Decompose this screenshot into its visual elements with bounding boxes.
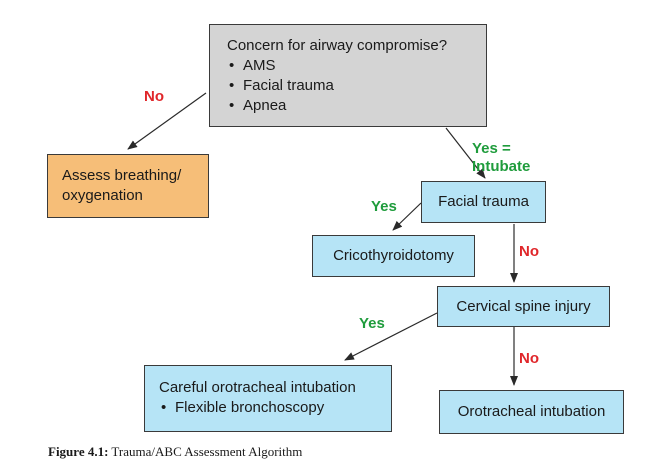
edge-label-yes-careful: Yes: [359, 315, 385, 332]
arrow-facial-trauma-to-cricothyroidotomy: [393, 203, 421, 230]
figure-caption: [48, 444, 302, 460]
edge-label-yes-intubate: Yes = Intubate: [472, 140, 531, 175]
bullet-ams: • AMS: [227, 56, 472, 76]
cricothyroidotomy-box: [312, 235, 475, 277]
careful-intubation-bullets: [159, 398, 391, 418]
orotracheal-intubation-label: Orotracheal intubation: [457, 403, 606, 420]
bullet-facial-trauma: • Facial trauma: [227, 76, 472, 96]
concern-airway-box: [209, 24, 487, 127]
concern-airway-bullets: [227, 56, 472, 116]
careful-intubation-box: [144, 365, 392, 432]
edge-label-no-orotracheal: No: [519, 350, 539, 367]
caption-text: Trauma/ABC Assessment Algorithm: [108, 444, 303, 459]
assess-breathing-box: [47, 154, 209, 218]
facial-trauma-box: [421, 181, 546, 223]
careful-intubation-title: Careful orotracheal intubation: [159, 379, 356, 396]
bullet-apnea: • Apnea: [227, 96, 472, 116]
caption-figure-number: Figure 4.1:: [48, 444, 109, 459]
cricothyroidotomy-label: Cricothyroidotomy: [333, 247, 454, 264]
edge-label-no-cervical: No: [519, 243, 539, 260]
edge-label-no-assess: No: [144, 88, 164, 105]
orotracheal-intubation-box: [439, 390, 624, 434]
concern-airway-title: Concern for airway compromise?: [227, 37, 448, 54]
arrow-concern-to-assess: [128, 93, 206, 149]
cervical-spine-label: Cervical spine injury: [456, 297, 591, 315]
assess-breathing-line2: oxygenation: [62, 187, 143, 204]
edge-label-yes-cricothyroidotomy: Yes: [371, 198, 397, 215]
cervical-spine-box: [437, 286, 610, 327]
bullet-flexible-bronchoscopy: • Flexible bronchoscopy: [159, 398, 391, 418]
assess-breathing-line1: Assess breathing/: [62, 167, 182, 184]
facial-trauma-label: Facial trauma: [438, 193, 529, 210]
